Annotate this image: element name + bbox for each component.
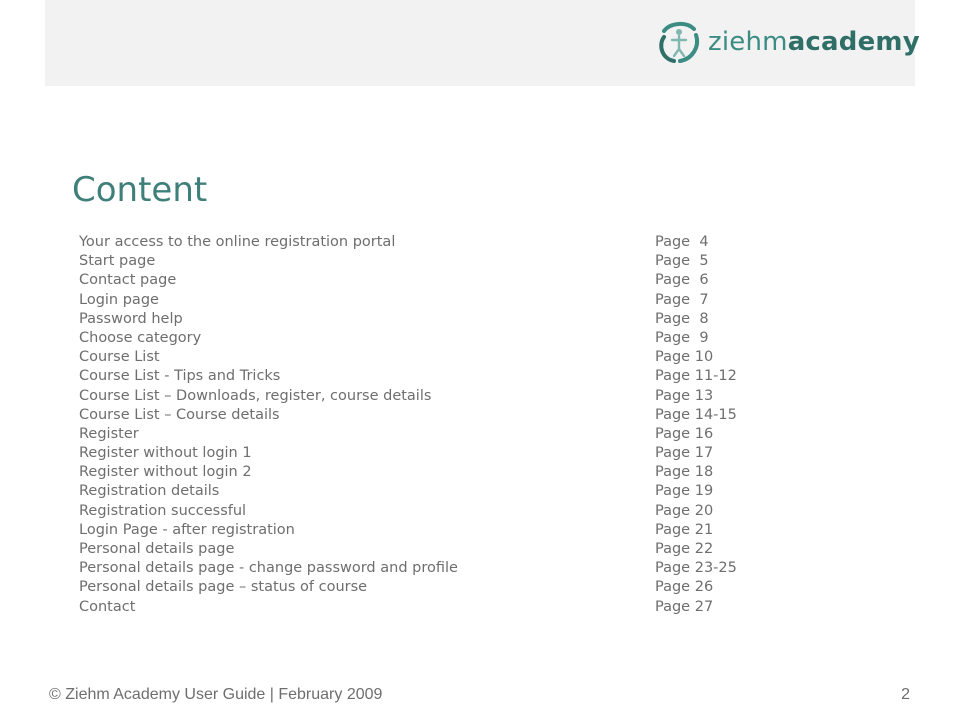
toc-entry-page: Page 16 bbox=[655, 425, 714, 442]
toc-entry-title: Your access to the online registration portal bbox=[79, 234, 396, 250]
toc-entry-page: Page 11-12 bbox=[655, 368, 737, 385]
toc-entry-page: Page 27 bbox=[655, 598, 714, 615]
toc-entry-title: Register without login 1 bbox=[79, 445, 252, 462]
toc-entry-page: Page 6 bbox=[655, 272, 709, 289]
toc-row bbox=[79, 463, 799, 482]
toc-entry-page: Page 4 bbox=[655, 234, 709, 250]
ziehm-emblem-icon bbox=[656, 19, 702, 65]
toc-entry-page: Page 13 bbox=[655, 387, 714, 404]
toc-entry-page: Page 26 bbox=[655, 579, 714, 596]
toc-entry-page: Page 5 bbox=[655, 253, 709, 270]
ziehm-academy-logo bbox=[656, 18, 920, 66]
toc-entry-page: Page 9 bbox=[655, 329, 709, 346]
toc-entry-page: Page 8 bbox=[655, 310, 709, 327]
toc-entry-title: Register without login 2 bbox=[79, 464, 252, 481]
toc-entry-title: Personal details page - change password and profile bbox=[79, 560, 458, 577]
footer-page-number: 2 bbox=[901, 686, 910, 703]
toc-entry-page: Page 14-15 bbox=[655, 406, 737, 423]
toc-entry-title: Registration details bbox=[79, 483, 220, 500]
toc-entry-page: Page 10 bbox=[655, 349, 714, 366]
toc-entry-title: Password help bbox=[79, 310, 183, 327]
toc-entry-page: Page 19 bbox=[655, 483, 714, 500]
toc-row bbox=[79, 348, 799, 367]
toc-entry-title: Register bbox=[79, 425, 139, 442]
logo-wordmark-ziehm: ziehm bbox=[708, 27, 788, 57]
toc-row bbox=[79, 540, 799, 559]
toc-entry-title: Login page bbox=[79, 291, 159, 308]
toc-row bbox=[79, 387, 799, 406]
toc-entry-title: Course List – Downloads, register, course details bbox=[79, 387, 432, 404]
toc-entry-page: Page 21 bbox=[655, 521, 714, 538]
toc-row bbox=[79, 482, 799, 501]
toc-row bbox=[79, 271, 799, 290]
page-title: Content bbox=[72, 170, 208, 210]
toc-entry-title: Personal details page bbox=[79, 541, 235, 557]
toc-entry-page: Page 17 bbox=[655, 445, 714, 462]
toc-row bbox=[79, 291, 799, 310]
footer-copyright: © Ziehm Academy User Guide | February 2009 bbox=[49, 686, 383, 703]
toc-entry-title: Contact bbox=[79, 598, 136, 615]
toc-row bbox=[79, 598, 799, 617]
toc-entry-title: Choose category bbox=[79, 329, 202, 346]
toc-row bbox=[79, 559, 799, 578]
toc-entry-title: Course List bbox=[79, 349, 160, 366]
toc-row bbox=[79, 521, 799, 540]
toc-row bbox=[79, 329, 799, 348]
toc-entry-title: Start page bbox=[79, 253, 156, 270]
logo-wordmark-academy: academy bbox=[787, 27, 920, 57]
toc-entry-title: Login Page - after registration bbox=[79, 521, 295, 538]
toc-row bbox=[79, 444, 799, 463]
toc-entry-page: Page 18 bbox=[655, 464, 714, 481]
toc-entry-title: Contact page bbox=[79, 272, 177, 289]
toc-row bbox=[79, 252, 799, 271]
toc-row bbox=[79, 233, 799, 252]
toc-row bbox=[79, 406, 799, 425]
logo-wordmark bbox=[708, 29, 920, 55]
toc-entry-title: Personal details page – status of course bbox=[79, 579, 368, 596]
toc-row bbox=[79, 502, 799, 521]
toc-entry-page: Page 20 bbox=[655, 502, 714, 519]
toc-row bbox=[79, 310, 799, 329]
toc-row bbox=[79, 425, 799, 444]
table-of-contents bbox=[79, 233, 799, 617]
toc-row bbox=[79, 367, 799, 386]
toc-entry-page: Page 22 bbox=[655, 541, 714, 557]
toc-entry-title: Course List - Tips and Tricks bbox=[79, 368, 281, 385]
toc-entry-title: Course List – Course details bbox=[79, 406, 280, 423]
toc-row bbox=[79, 578, 799, 597]
toc-entry-page: Page 7 bbox=[655, 291, 709, 308]
toc-entry-title: Registration successful bbox=[79, 502, 247, 519]
toc-entry-page: Page 23-25 bbox=[655, 560, 737, 577]
